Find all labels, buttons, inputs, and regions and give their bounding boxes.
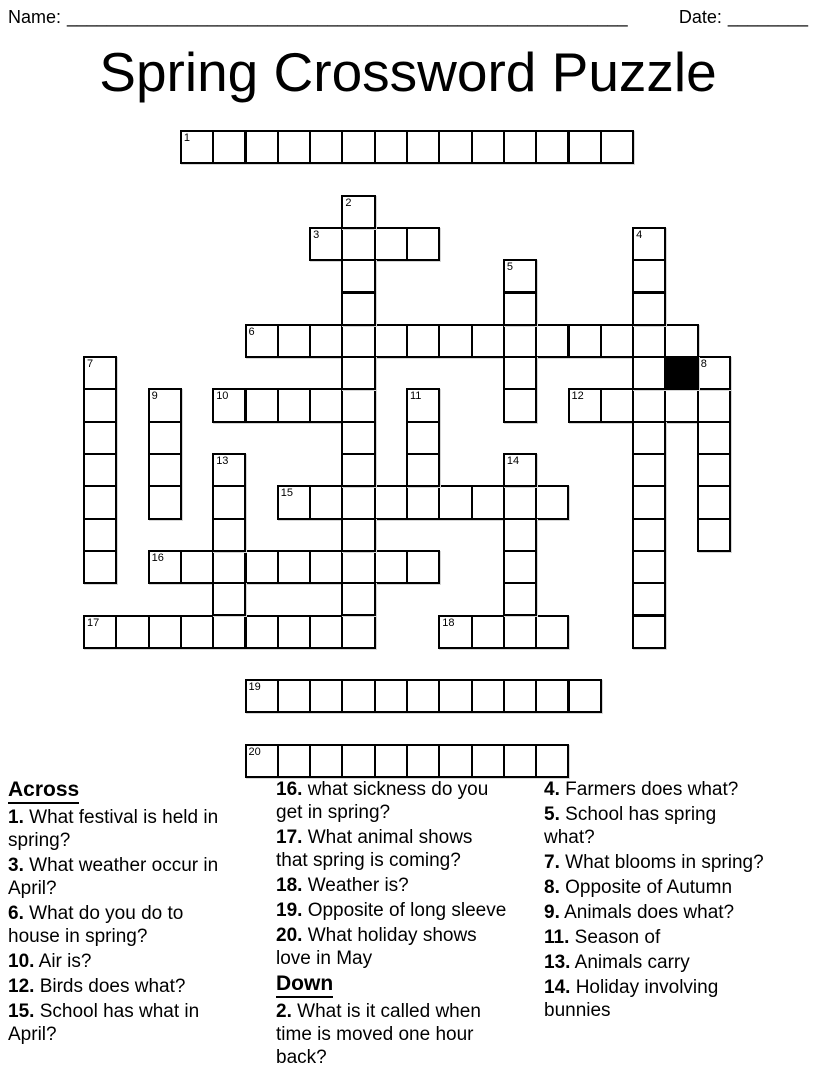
- grid-cell[interactable]: [277, 130, 311, 164]
- clue-number: 4.: [544, 779, 560, 800]
- grid-cell[interactable]: [374, 130, 408, 164]
- grid-cell[interactable]: [180, 550, 214, 584]
- grid-cell[interactable]: [535, 744, 569, 778]
- down-header-text: Down: [276, 972, 333, 998]
- grid-cell[interactable]: [406, 453, 440, 487]
- grid-cell[interactable]: [600, 388, 634, 422]
- clue-number: 17.: [276, 827, 303, 848]
- grid-cell[interactable]: [568, 679, 602, 713]
- clue-number: 9.: [544, 902, 560, 923]
- grid-cell[interactable]: [309, 388, 343, 422]
- clue-2: 2. What is it called when time is moved one hour back?: [276, 1001, 481, 1068]
- clue-16: 16. what sickness do you get in spring?: [276, 779, 489, 823]
- grid-cell[interactable]: [503, 356, 537, 390]
- grid-cell[interactable]: [277, 679, 311, 713]
- grid-cell[interactable]: [697, 453, 731, 487]
- grid-cell[interactable]: [83, 485, 117, 519]
- grid-cell[interactable]: [277, 388, 311, 422]
- clue-12: 12. Birds does what?: [8, 976, 186, 997]
- clue-number: 12.: [8, 976, 35, 997]
- grid-cell[interactable]: [245, 388, 279, 422]
- grid-cell[interactable]: [245, 550, 279, 584]
- grid-cell[interactable]: [438, 744, 472, 778]
- grid-cell[interactable]: [309, 130, 343, 164]
- grid-cell[interactable]: [503, 679, 537, 713]
- grid-cell[interactable]: [406, 485, 440, 519]
- cell-number: 1: [183, 132, 191, 144]
- clue-number: 15.: [8, 1001, 35, 1022]
- clue-number: 11.: [544, 927, 570, 948]
- grid-cell[interactable]: [632, 615, 666, 649]
- grid-cell[interactable]: [664, 324, 698, 358]
- date-label: Date:: [678, 7, 722, 27]
- clue-1: 1. What festival is held in spring?: [8, 807, 219, 851]
- grid-cell[interactable]: [277, 485, 311, 519]
- cell-number: 17: [87, 616, 100, 629]
- grid-cell[interactable]: [568, 388, 602, 422]
- grid-cell[interactable]: [503, 744, 537, 778]
- grid-cell[interactable]: [245, 324, 279, 358]
- clue-15: 15. School has what in April?: [8, 1001, 200, 1045]
- clue-number: 7.: [544, 852, 560, 873]
- clue-8: 8. Opposite of Autumn: [544, 877, 733, 898]
- grid-cell[interactable]: [438, 679, 472, 713]
- grid-cell[interactable]: [83, 550, 117, 584]
- grid-cell[interactable]: [471, 615, 505, 649]
- grid-cell[interactable]: [277, 744, 311, 778]
- across-header: [8, 778, 266, 802]
- cell-number: 7: [87, 358, 94, 371]
- grid-cell[interactable]: [406, 744, 440, 778]
- cell-number: 2: [345, 196, 352, 209]
- grid-cell[interactable]: [277, 615, 311, 649]
- clue-19: 19. Opposite of long sleeve: [276, 900, 507, 921]
- clues-column-left: [8, 778, 266, 1048]
- grid-cell[interactable]: [406, 324, 440, 358]
- clue-number: 18.: [276, 875, 303, 896]
- grid-cell[interactable]: [406, 679, 440, 713]
- clue-number: 19.: [276, 900, 303, 921]
- clue-number: 5.: [544, 804, 560, 825]
- cell-number: 13: [216, 455, 229, 467]
- grid-cell[interactable]: [245, 679, 279, 713]
- crossword-grid: [83, 130, 733, 780]
- grid-cell[interactable]: [341, 550, 375, 584]
- name-label: Name:: [8, 7, 62, 27]
- grid-cell[interactable]: [245, 130, 279, 164]
- clue-10: 10. Air is?: [8, 951, 92, 972]
- grid-cell[interactable]: [83, 421, 117, 455]
- grid-cell[interactable]: [341, 388, 375, 422]
- grid-cell[interactable]: [309, 227, 343, 261]
- grid-cell[interactable]: [406, 130, 440, 164]
- clue-13: 13. Animals carry: [544, 952, 690, 973]
- clue-14: 14. Holiday involving bunnies: [544, 977, 719, 1021]
- grid-cell[interactable]: [277, 324, 311, 358]
- grid-cell[interactable]: [341, 292, 375, 326]
- grid-cell[interactable]: [374, 679, 408, 713]
- grid-cell[interactable]: [406, 227, 440, 261]
- grid-cell[interactable]: [245, 744, 279, 778]
- cell-number: 18: [442, 616, 455, 629]
- grid-cell[interactable]: [503, 130, 537, 164]
- clue-7: 7. What blooms in spring?: [544, 852, 764, 873]
- grid-cell[interactable]: [406, 550, 440, 584]
- clue-number: 14.: [544, 977, 571, 998]
- grid-cell[interactable]: [438, 615, 472, 649]
- grid-cell[interactable]: [374, 227, 408, 261]
- grid-cell[interactable]: [632, 485, 666, 519]
- grid-cell[interactable]: [341, 195, 375, 229]
- name-blank-line[interactable]: ________________________________________________________: [67, 7, 628, 27]
- grid-cell[interactable]: [697, 421, 731, 455]
- grid-cell[interactable]: [148, 550, 182, 584]
- clue-number: 10.: [8, 951, 35, 972]
- grid-cell[interactable]: [632, 324, 666, 358]
- grid-cell[interactable]: [212, 453, 246, 487]
- grid-cell[interactable]: [568, 324, 602, 358]
- grid-cell[interactable]: [632, 453, 666, 487]
- grid-cell[interactable]: [83, 518, 117, 552]
- grid-cell[interactable]: [309, 615, 343, 649]
- grid-cell[interactable]: [83, 356, 117, 390]
- grid-cell[interactable]: [115, 615, 149, 649]
- cell-number: 4: [636, 228, 643, 241]
- cell-number: 15: [280, 487, 294, 500]
- cell-number: 16: [151, 551, 164, 564]
- grid-cell[interactable]: [212, 388, 246, 422]
- down-header: [276, 972, 536, 996]
- grid-cell[interactable]: [503, 615, 537, 649]
- grid-cell[interactable]: [245, 615, 279, 649]
- cell-number: 5: [506, 261, 514, 274]
- grid-cell[interactable]: [697, 518, 731, 552]
- grid-cell[interactable]: [309, 744, 343, 778]
- grid-cell[interactable]: [341, 130, 375, 164]
- grid-cell[interactable]: [374, 550, 408, 584]
- date-blank-line[interactable]: ________: [727, 7, 808, 27]
- grid-cell[interactable]: [697, 388, 731, 422]
- grid-cell[interactable]: [503, 388, 537, 422]
- grid-cell[interactable]: [600, 130, 634, 164]
- grid-cell[interactable]: [212, 485, 246, 519]
- clue-number: 2.: [276, 1001, 292, 1022]
- clue-5: 5. School has spring what?: [544, 804, 717, 848]
- grid-cell[interactable]: [535, 324, 569, 358]
- black-cell: [664, 356, 698, 390]
- grid-cell[interactable]: [503, 324, 537, 358]
- grid-cell[interactable]: [406, 421, 440, 455]
- grid-cell[interactable]: [341, 259, 375, 293]
- clue-number: 13.: [544, 952, 571, 973]
- clue-6: 6. What do you do to house in spring?: [8, 903, 184, 947]
- cell-number: 6: [248, 325, 255, 338]
- cell-number: 3: [313, 228, 320, 241]
- cell-number: 8: [700, 358, 707, 371]
- grid-cell[interactable]: [664, 388, 698, 422]
- cell-number: 14: [506, 455, 520, 467]
- grid-cell[interactable]: [632, 421, 666, 455]
- grid-cell[interactable]: [212, 615, 246, 649]
- grid-cell[interactable]: [83, 615, 117, 649]
- clue-9: 9. Animals does what?: [544, 902, 735, 923]
- clue-number: 16.: [276, 779, 303, 800]
- grid-cell[interactable]: [406, 388, 440, 422]
- grid-cell[interactable]: [374, 324, 408, 358]
- grid-cell[interactable]: [438, 485, 472, 519]
- clue-number: 8.: [544, 877, 560, 898]
- grid-cell[interactable]: [148, 485, 182, 519]
- grid-cell[interactable]: [697, 356, 731, 390]
- cell-number: 12: [571, 390, 584, 403]
- grid-cell[interactable]: [535, 130, 569, 164]
- grid-cell[interactable]: [632, 227, 666, 261]
- clue-3: 3. What weather occur in April?: [8, 855, 219, 899]
- grid-cell[interactable]: [568, 130, 602, 164]
- cell-number: 10: [216, 390, 229, 403]
- grid-cell[interactable]: [212, 130, 246, 164]
- grid-cell[interactable]: [503, 582, 537, 616]
- grid-cell[interactable]: [471, 130, 505, 164]
- clue-4: 4. Farmers does what?: [544, 779, 739, 800]
- grid-cell[interactable]: [503, 453, 537, 487]
- clue-11: 11. Season of: [544, 927, 661, 948]
- cell-number: 19: [248, 681, 261, 694]
- grid-cell[interactable]: [309, 550, 343, 584]
- clue-17: 17. What animal shows that spring is coming?: [276, 827, 473, 871]
- grid-cell[interactable]: [535, 485, 569, 519]
- grid-cell[interactable]: [438, 324, 472, 358]
- grid-cell[interactable]: [309, 679, 343, 713]
- grid-cell[interactable]: [374, 485, 408, 519]
- clue-18: 18. Weather is?: [276, 875, 409, 896]
- grid-cell[interactable]: [503, 550, 537, 584]
- clue-number: 3.: [8, 855, 24, 876]
- grid-cell[interactable]: [632, 356, 666, 390]
- grid-cell[interactable]: [471, 485, 505, 519]
- clues-column-middle: [276, 778, 536, 1071]
- grid-cell[interactable]: [341, 582, 375, 616]
- grid-cell[interactable]: [212, 550, 246, 584]
- clue-number: 6.: [8, 903, 24, 924]
- grid-cell[interactable]: [148, 615, 182, 649]
- clue-number: 20.: [276, 925, 303, 946]
- grid-cell[interactable]: [341, 485, 375, 519]
- grid-cell[interactable]: [148, 421, 182, 455]
- page-title: Spring Crossword Puzzle: [99, 41, 717, 103]
- cell-number: 11: [410, 390, 422, 403]
- grid-cell[interactable]: [341, 421, 375, 455]
- grid-cell[interactable]: [148, 453, 182, 487]
- grid-cell[interactable]: [471, 324, 505, 358]
- name-date-row: [8, 7, 808, 28]
- cell-number: 9: [151, 390, 158, 403]
- grid-cell[interactable]: [341, 324, 375, 358]
- grid-cell[interactable]: [503, 485, 537, 519]
- grid-cell[interactable]: [341, 227, 375, 261]
- grid-cell[interactable]: [535, 615, 569, 649]
- grid-cell[interactable]: [632, 518, 666, 552]
- grid-cell[interactable]: [212, 518, 246, 552]
- grid-cell[interactable]: [180, 130, 214, 164]
- grid-cell[interactable]: [471, 679, 505, 713]
- grid-cell[interactable]: [341, 615, 375, 649]
- grid-cell[interactable]: [503, 292, 537, 326]
- grid-cell[interactable]: [309, 485, 343, 519]
- grid-cell[interactable]: [632, 292, 666, 326]
- cell-number: 20: [248, 745, 261, 758]
- grid-cell[interactable]: [503, 518, 537, 552]
- grid-cell[interactable]: [341, 518, 375, 552]
- clue-number: 1.: [8, 807, 24, 828]
- grid-cell[interactable]: [341, 744, 375, 778]
- grid-cell[interactable]: [180, 615, 214, 649]
- clues-column-right: [544, 778, 810, 1024]
- grid-cell[interactable]: [309, 324, 343, 358]
- grid-cell[interactable]: [697, 485, 731, 519]
- grid-cell[interactable]: [535, 679, 569, 713]
- grid-cell[interactable]: [503, 259, 537, 293]
- grid-cell[interactable]: [212, 582, 246, 616]
- grid-cell[interactable]: [148, 388, 182, 422]
- grid-cell[interactable]: [438, 130, 472, 164]
- grid-cell[interactable]: [600, 324, 634, 358]
- grid-cell[interactable]: [632, 259, 666, 293]
- grid-cell[interactable]: [632, 550, 666, 584]
- grid-cell[interactable]: [471, 744, 505, 778]
- grid-cell[interactable]: [83, 388, 117, 422]
- grid-cell[interactable]: [277, 550, 311, 584]
- across-header-text: Across: [8, 778, 79, 804]
- grid-cell[interactable]: [341, 453, 375, 487]
- grid-cell[interactable]: [632, 582, 666, 616]
- grid-cell[interactable]: [83, 453, 117, 487]
- grid-cell[interactable]: [632, 388, 666, 422]
- clue-20: 20. What holiday shows love in May: [276, 925, 477, 969]
- grid-cell[interactable]: [341, 679, 375, 713]
- grid-cell[interactable]: [341, 356, 375, 390]
- grid-cell[interactable]: [374, 744, 408, 778]
